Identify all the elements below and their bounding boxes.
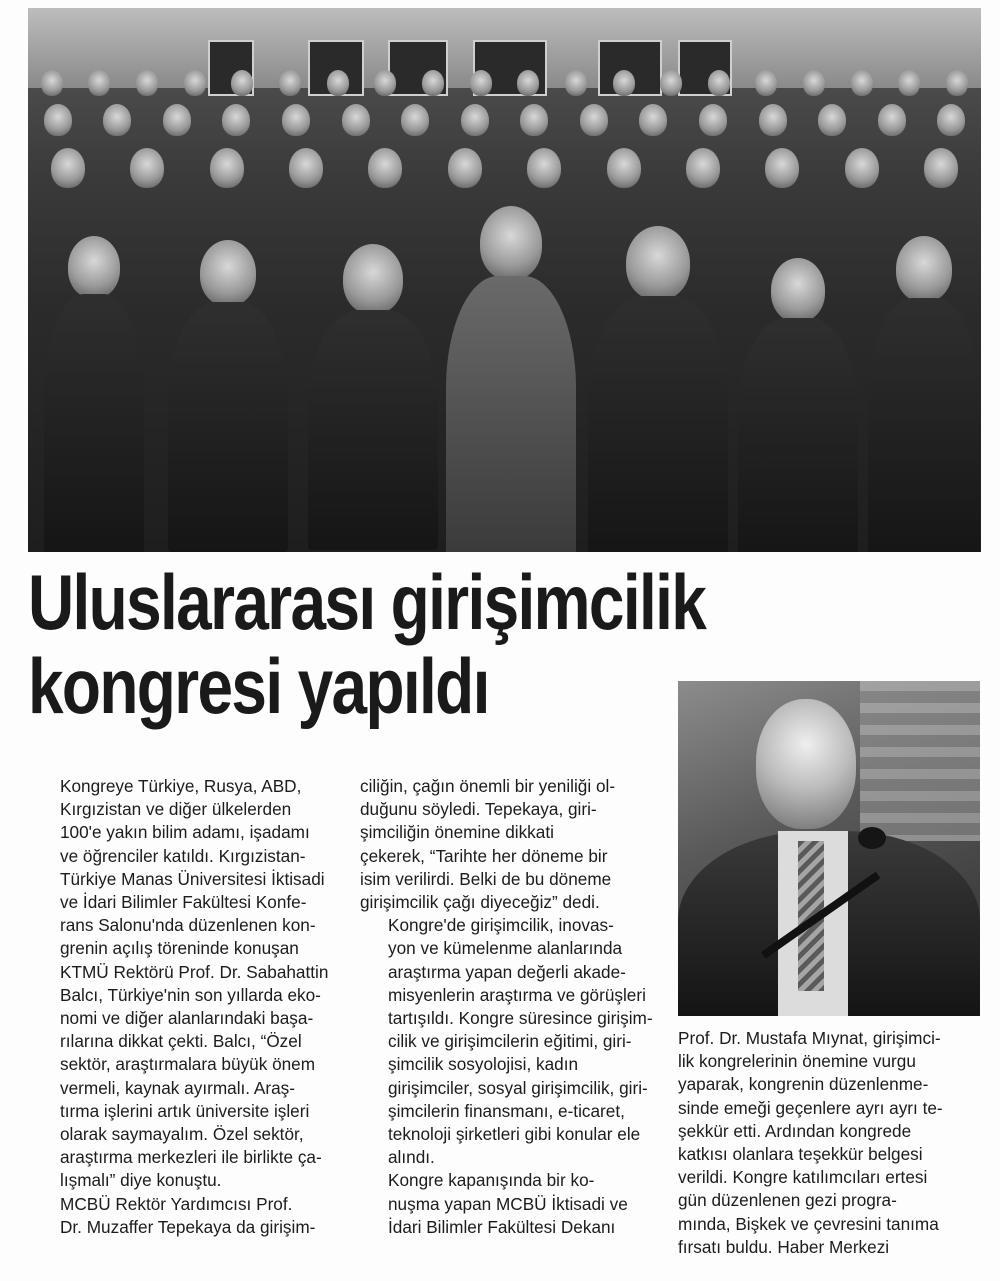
article-column-1: [32, 775, 338, 1239]
crowd-row-third: [28, 148, 981, 188]
headline-line-2: kongresi yapıldı: [28, 642, 489, 730]
column-2-paragraph-2: Kongre'de girişimcilik, inovas- yon ve kümelenme alanlarında araştırma yapan değerli akade- misyenlerin araştırma ve görüşleri tartışıldı. Kongre süresince girişim- cilik ve girişimcilerin eğitimi, giri- şimcilik sosyolojisi, kadın girişimciler, sosyal girişimcilik, giri- şimcilerin finansmanı, e-ticaret, teknoloji şirketleri gibi konular ele alındı.: [388, 915, 653, 1168]
column-1-paragraph-1: Kongreye Türkiye, Rusya, ABD, Kırgızistan ve diğer ülkelerden 100'e yakın bilim adamı, işadamı ve öğrenciler katıldı. Kırgızistan- Türkiye Manas Üniversitesi İktisadi ve İdari Bilimler Fakültesi Konfe- rans Salonu'nda düzenlenen kon- grenin açılış töreninde konuşan KTMÜ Rektörü Prof. Dr. Sabahattin Balcı, Türkiye'nin son yıllarda eko- nomi ve diğer alanlarındaki başa- rılarına dikkat çekti. Balcı, “Özel sektör, araştırmalara büyük önem vermeli, kaynak ayırmalı. Araş- tırma işlerini artık üniversite işleri olarak saymayalım. Özel sektör, araştırma merkezleri ile birlikte ça- lışmalı” diye konuştu.: [60, 776, 329, 1191]
front-row-person: [446, 206, 576, 552]
microphone-head: [858, 827, 886, 849]
article-column-3: [678, 1027, 978, 1259]
crowd-row-middle: [28, 104, 981, 136]
column-1-paragraph-2: MCBÜ Rektör Yardımcısı Prof. Dr. Muzaffer Tepekaya da girişim-: [60, 1193, 316, 1237]
column-2-paragraph-1: ciliğin, çağın önemli bir yeniliği ol- duğunu söyledi. Tepekaya, giri- şimciliğin önemine dikkati çekerek, “Tarihte her döneme bir isim verilirdi. Belki de bu döneme girişimcilik çağı diyeceğiz” dedi.: [360, 776, 616, 913]
column-2-paragraph-3: Kongre kapanışında bir ko- nuşma yapan MCBÜ İktisadi ve İdari Bilimler Fakültesi Dekanı: [388, 1170, 628, 1237]
front-row-person: [168, 240, 288, 552]
front-row-person: [738, 258, 858, 552]
column-3-paragraph: Prof. Dr. Mustafa Mıynat, girişimci- lik kongrelerinin önemine vurgu yaparak, kongrenin düzenlenme- sinde emeği geçenlere ayrı ayrı te- şekkür etti. Ardından kongrede katkısı olanlara teşekkür belgesi verildi. Kongre katılımcıları ertesi gün düzenlenen gezi progra- mında, Bişkek ve çevresini tanıma fırsatı buldu. Haber Merkezi: [678, 1028, 943, 1257]
congress-group-photo: [28, 8, 981, 552]
front-row-person: [308, 244, 438, 550]
portrait-head: [756, 699, 856, 829]
front-row-person: [588, 226, 728, 552]
portrait-background: [860, 681, 980, 841]
front-row-person: [868, 236, 980, 552]
front-row-person: [44, 236, 144, 552]
article-column-2: [360, 775, 660, 1239]
crowd-row-back: [28, 70, 981, 96]
speaker-portrait-photo: [678, 681, 980, 1016]
headline-line-1: Uluslararası girişimcilik: [28, 558, 706, 646]
